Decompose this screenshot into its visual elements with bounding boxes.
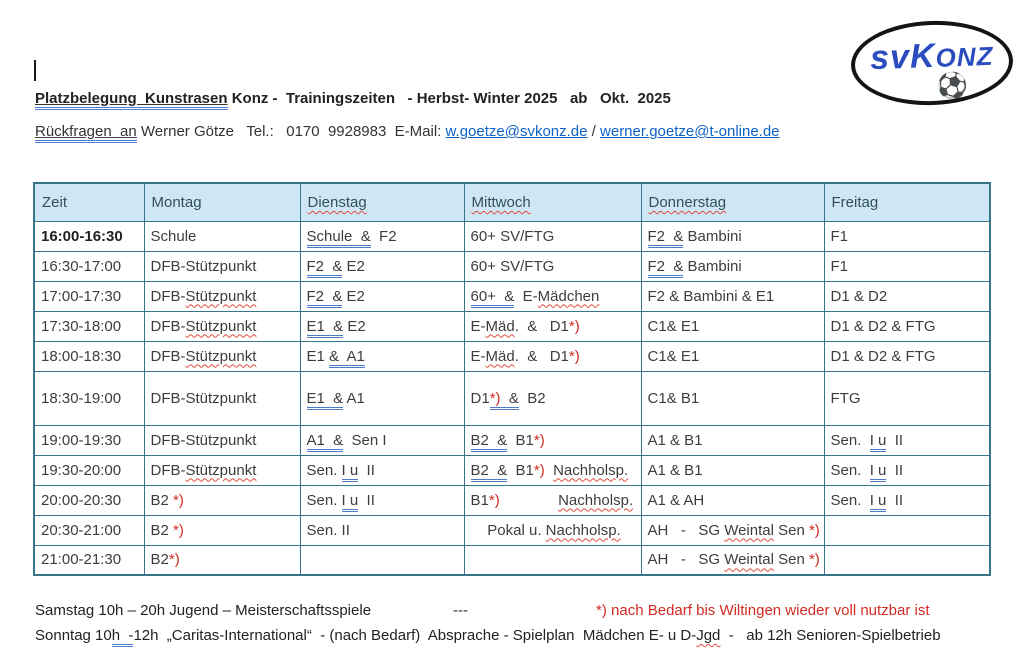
text-segment: DFB-Stützpunkt: [150, 431, 257, 449]
text-segment: Sen: [773, 551, 809, 569]
text-segment: E1: [306, 347, 330, 365]
time-cell: 21:00-21:30: [34, 545, 144, 575]
schedule-cell: [300, 455, 464, 485]
text-segment: DFB-: [150, 317, 186, 335]
schedule-cell: [300, 311, 464, 341]
page-title-rest: Konz - Trainingszeiten - Herbst- Winter 2025 ab Okt. 2025: [227, 90, 671, 107]
text-cursor: [34, 60, 36, 81]
schedule-row: [34, 455, 990, 485]
contact-line: [35, 123, 780, 140]
schedule-cell: [824, 425, 990, 455]
schedule-row: [34, 221, 990, 251]
column-header-montag: [144, 183, 300, 221]
time-cell: 16:30-17:00: [34, 251, 144, 281]
schedule-cell: [641, 221, 824, 251]
text-segment: *): [533, 461, 545, 479]
schedule-cell: [300, 485, 464, 515]
text-segment: Sen: [773, 521, 809, 539]
text-segment: F2 &: [307, 258, 343, 278]
text-segment: DFB-: [150, 347, 186, 365]
schedule-cell: [144, 341, 300, 371]
text-segment: [545, 462, 553, 479]
schedule-cell: [144, 545, 300, 575]
text-segment: *): [173, 521, 184, 539]
time-cell: 18:00-18:30: [34, 341, 144, 371]
schedule-cell: [144, 371, 300, 425]
sv-konz-logo-text: svKONZ: [869, 36, 994, 78]
text-segment: AH - SG: [647, 551, 725, 569]
text-segment: F2 &: [648, 258, 684, 278]
text-segment: Nachholsp.: [545, 521, 621, 539]
text-segment: B2: [150, 551, 169, 569]
text-segment: *): [568, 347, 580, 365]
text-segment: . & D1: [514, 347, 569, 365]
schedule-cell: [641, 371, 824, 425]
schedule-row: [34, 281, 990, 311]
schedule-cell: [300, 515, 464, 545]
schedule-cell: [144, 311, 300, 341]
schedule-cell: [824, 251, 990, 281]
text-segment: B2: [150, 491, 174, 509]
text-segment: I u: [870, 462, 887, 482]
schedule-cell: [464, 251, 641, 281]
text-segment: E1 &: [307, 390, 344, 410]
text-segment: F2: [370, 227, 397, 245]
page-title: [35, 90, 671, 107]
text-segment: Schule: [150, 227, 197, 245]
schedule-cell: [641, 485, 824, 515]
footer-line-saturday: [35, 602, 930, 619]
text-segment: II: [886, 431, 904, 449]
text-segment: DFB-Stützpunkt: [150, 389, 257, 407]
text-segment: FTG: [830, 389, 861, 407]
text-segment: 60+ SV/FTG: [470, 227, 555, 245]
soccer-ball-icon: ⚽: [936, 70, 969, 101]
text-segment: A1 & B1: [647, 461, 703, 479]
schedule-cell: [824, 515, 990, 545]
schedule-cell: [464, 311, 641, 341]
text-segment: Sen.: [830, 431, 870, 449]
text-segment: A1 &: [307, 432, 344, 452]
text-segment: Nachholsp.: [553, 461, 629, 479]
text-segment: Sen I: [343, 431, 387, 449]
text-segment: - ab 12h Senioren-Spielbetrieb: [720, 627, 941, 644]
schedule-cell: [464, 221, 641, 251]
text-segment: B1: [507, 461, 534, 479]
schedule-table-header: [34, 183, 990, 221]
text-segment: Dienstag: [307, 193, 367, 211]
text-segment: D1: [470, 389, 490, 407]
schedule-cell: [824, 485, 990, 515]
schedule-cell: [824, 545, 990, 575]
schedule-cell: [824, 311, 990, 341]
text-segment: II: [886, 461, 904, 479]
text-segment: II: [358, 491, 375, 509]
text-segment: 12h „Caritas-International“ - (nach Bedarf) Absprache - Spielplan Mädchen E- u D-: [133, 627, 697, 644]
text-segment: C1& E1: [647, 317, 700, 335]
footer-line-sunday: [35, 627, 941, 644]
text-segment: Stützpunkt: [185, 461, 257, 479]
text-segment: C1& E1: [647, 347, 700, 365]
saturday-note: Samstag 10h – 20h Jugend – Meisterschaftsspiele: [35, 602, 372, 619]
text-segment: E2: [343, 317, 366, 335]
text-segment: Pokal u.: [487, 521, 546, 539]
text-segment: Mädchen: [537, 287, 600, 305]
text-segment: *): [808, 551, 820, 569]
time-cell: 20:00-20:30: [34, 485, 144, 515]
text-segment: E2: [342, 257, 365, 275]
text-segment: C1& B1: [647, 389, 700, 407]
schedule-cell: [300, 425, 464, 455]
text-segment: Schule &: [307, 228, 371, 248]
text-segment: Nachholsp.: [558, 491, 634, 509]
time-cell: 18:30-19:00: [34, 371, 144, 425]
text-segment: Freitag: [831, 193, 879, 211]
text-segment: E-: [470, 317, 486, 335]
email-link-tonline[interactable]: werner.goetze@t-online.de: [600, 123, 780, 140]
text-segment: B2 &: [471, 462, 508, 482]
schedule-cell: [464, 425, 641, 455]
text-segment: Bambini: [683, 257, 742, 275]
time-cell: 17:00-17:30: [34, 281, 144, 311]
time-cell: 19:30-20:00: [34, 455, 144, 485]
text-segment: F2 & Bambini & E1: [647, 287, 775, 305]
text-segment: Mäd: [485, 317, 515, 335]
text-segment: Montag: [151, 193, 202, 211]
text-segment: I u: [870, 432, 887, 452]
text-segment: *): [808, 521, 820, 539]
time-cell: 17:30-18:00: [34, 311, 144, 341]
schedule-cell: [641, 515, 824, 545]
text-segment: B2: [150, 521, 174, 539]
contact-text: Werner Götze Tel.: 0170 9928983 E-Mail:: [136, 123, 446, 140]
text-segment: E1 &: [307, 318, 344, 338]
text-segment: B1: [507, 431, 534, 449]
text-segment: B1: [470, 491, 489, 509]
schedule-cell: [824, 341, 990, 371]
schedule-cell: [144, 485, 300, 515]
schedule-cell: [464, 281, 641, 311]
schedule-cell: [144, 515, 300, 545]
schedule-cell: [824, 455, 990, 485]
text-segment: D1 & D2 & FTG: [830, 317, 936, 335]
text-segment: *): [533, 431, 545, 449]
schedule-cell: [144, 251, 300, 281]
text-segment: *): [568, 317, 580, 335]
text-segment: h -: [112, 627, 134, 647]
text-segment: Sen.: [306, 491, 342, 509]
schedule-cell: [824, 281, 990, 311]
schedule-cell: [641, 455, 824, 485]
text-segment: 60+ SV/FTG: [470, 257, 555, 275]
column-header-dienstag: [300, 183, 464, 221]
column-header-freitag: [824, 183, 990, 221]
text-segment: Sen.: [830, 491, 870, 509]
text-segment: Sonntag 10: [35, 627, 112, 644]
column-header-zeit: [34, 183, 144, 221]
text-segment: F1: [830, 257, 849, 275]
schedule-cell: [300, 281, 464, 311]
text-segment: A1 & B1: [647, 431, 703, 449]
schedule-cell: [641, 281, 824, 311]
text-segment: *): [168, 551, 180, 569]
schedule-cell: [464, 485, 641, 515]
text-segment: A1: [343, 389, 365, 407]
text-segment: A1 & AH: [647, 491, 705, 509]
text-segment: Bambini: [683, 227, 742, 245]
text-segment: B2 &: [471, 432, 508, 452]
contact-prefix: Rückfragen an: [35, 123, 137, 143]
schedule-cell: [300, 251, 464, 281]
schedule-cell: [464, 515, 641, 545]
text-segment: & A1: [329, 348, 365, 368]
text-segment: I u: [342, 462, 359, 482]
text-segment: . & D1: [514, 317, 569, 335]
text-segment: DFB-Stützpunkt: [150, 257, 257, 275]
schedule-row: [34, 311, 990, 341]
text-segment: Weintal: [724, 521, 774, 539]
schedule-cell: [824, 371, 990, 425]
schedule-row: [34, 371, 990, 425]
text-segment: II: [358, 461, 375, 479]
text-segment: *): [490, 390, 501, 410]
page-title-underlined-part: Platzbelegung Kunstrasen: [35, 90, 228, 110]
text-segment: Mäd: [485, 347, 515, 365]
schedule-row: [34, 341, 990, 371]
text-segment: Stützpunkt: [185, 317, 257, 335]
time-cell: 16:00-16:30: [34, 221, 144, 251]
text-segment: F1: [830, 227, 849, 245]
text-segment: *): [488, 491, 500, 509]
schedule-cell: [300, 371, 464, 425]
time-cell: 20:30-21:00: [34, 515, 144, 545]
schedule-row: [34, 545, 990, 575]
column-header-mittwoch: [464, 183, 641, 221]
schedule-cell: [144, 455, 300, 485]
text-segment: F2 &: [307, 288, 343, 308]
schedule-table: [33, 182, 991, 576]
text-segment: F2 &: [648, 228, 684, 248]
text-segment: DFB-: [150, 287, 186, 305]
time-cell: 19:00-19:30: [34, 425, 144, 455]
schedule-row: [34, 515, 990, 545]
asterisk-note: *) nach Bedarf bis Wiltingen wieder voll nutzbar ist: [596, 602, 930, 619]
schedule-cell: [824, 221, 990, 251]
schedule-cell: [300, 341, 464, 371]
text-segment: 60+ &: [471, 288, 515, 308]
schedule-cell: [144, 221, 300, 251]
schedule-cell: [464, 545, 641, 575]
schedule-row: [34, 251, 990, 281]
text-segment: D1 & D2: [830, 287, 888, 305]
schedule-row: [34, 425, 990, 455]
text-segment: Mittwoch: [471, 193, 531, 211]
text-segment: D1 & D2 & FTG: [830, 347, 936, 365]
text-segment: [500, 492, 558, 509]
text-segment: I u: [342, 492, 359, 512]
text-segment: E2: [342, 287, 365, 305]
text-segment: Sen.: [830, 461, 870, 479]
schedule-cell: [641, 545, 824, 575]
text-segment: E-: [470, 347, 486, 365]
schedule-cell: [464, 341, 641, 371]
text-segment: *): [173, 491, 184, 509]
text-segment: Stützpunkt: [185, 287, 257, 305]
footer-dashes: ---: [453, 602, 469, 619]
sv-konz-logo: [850, 18, 1015, 108]
text-segment: DFB-: [150, 461, 186, 479]
column-header-donnerstag: [641, 183, 824, 221]
schedule-cell: [641, 251, 824, 281]
text-segment: Donnerstag: [648, 193, 727, 211]
email-link-svkonz[interactable]: w.goetze@svkonz.de: [445, 123, 588, 140]
schedule-cell: [300, 545, 464, 575]
schedule-cell: [300, 221, 464, 251]
schedule-cell: [464, 455, 641, 485]
schedule-cell: [641, 311, 824, 341]
schedule-row: [34, 485, 990, 515]
schedule-cell: [641, 425, 824, 455]
email-separator: /: [587, 123, 601, 140]
schedule-cell: [144, 281, 300, 311]
schedule-cell: [144, 425, 300, 455]
text-segment: Zeit: [42, 193, 68, 211]
text-segment: Sen. II: [306, 521, 350, 539]
text-segment: Stützpunkt: [185, 347, 257, 365]
text-segment: &: [501, 390, 519, 410]
text-segment: Sen.: [306, 461, 342, 479]
text-segment: E-: [514, 287, 538, 305]
schedule-cell: [464, 371, 641, 425]
text-segment: Jgd: [696, 627, 721, 644]
text-segment: I u: [870, 492, 887, 512]
text-segment: B2: [518, 389, 546, 407]
text-segment: Weintal: [724, 551, 774, 569]
text-segment: AH - SG: [647, 521, 725, 539]
text-segment: II: [886, 491, 904, 509]
schedule-cell: [641, 341, 824, 371]
